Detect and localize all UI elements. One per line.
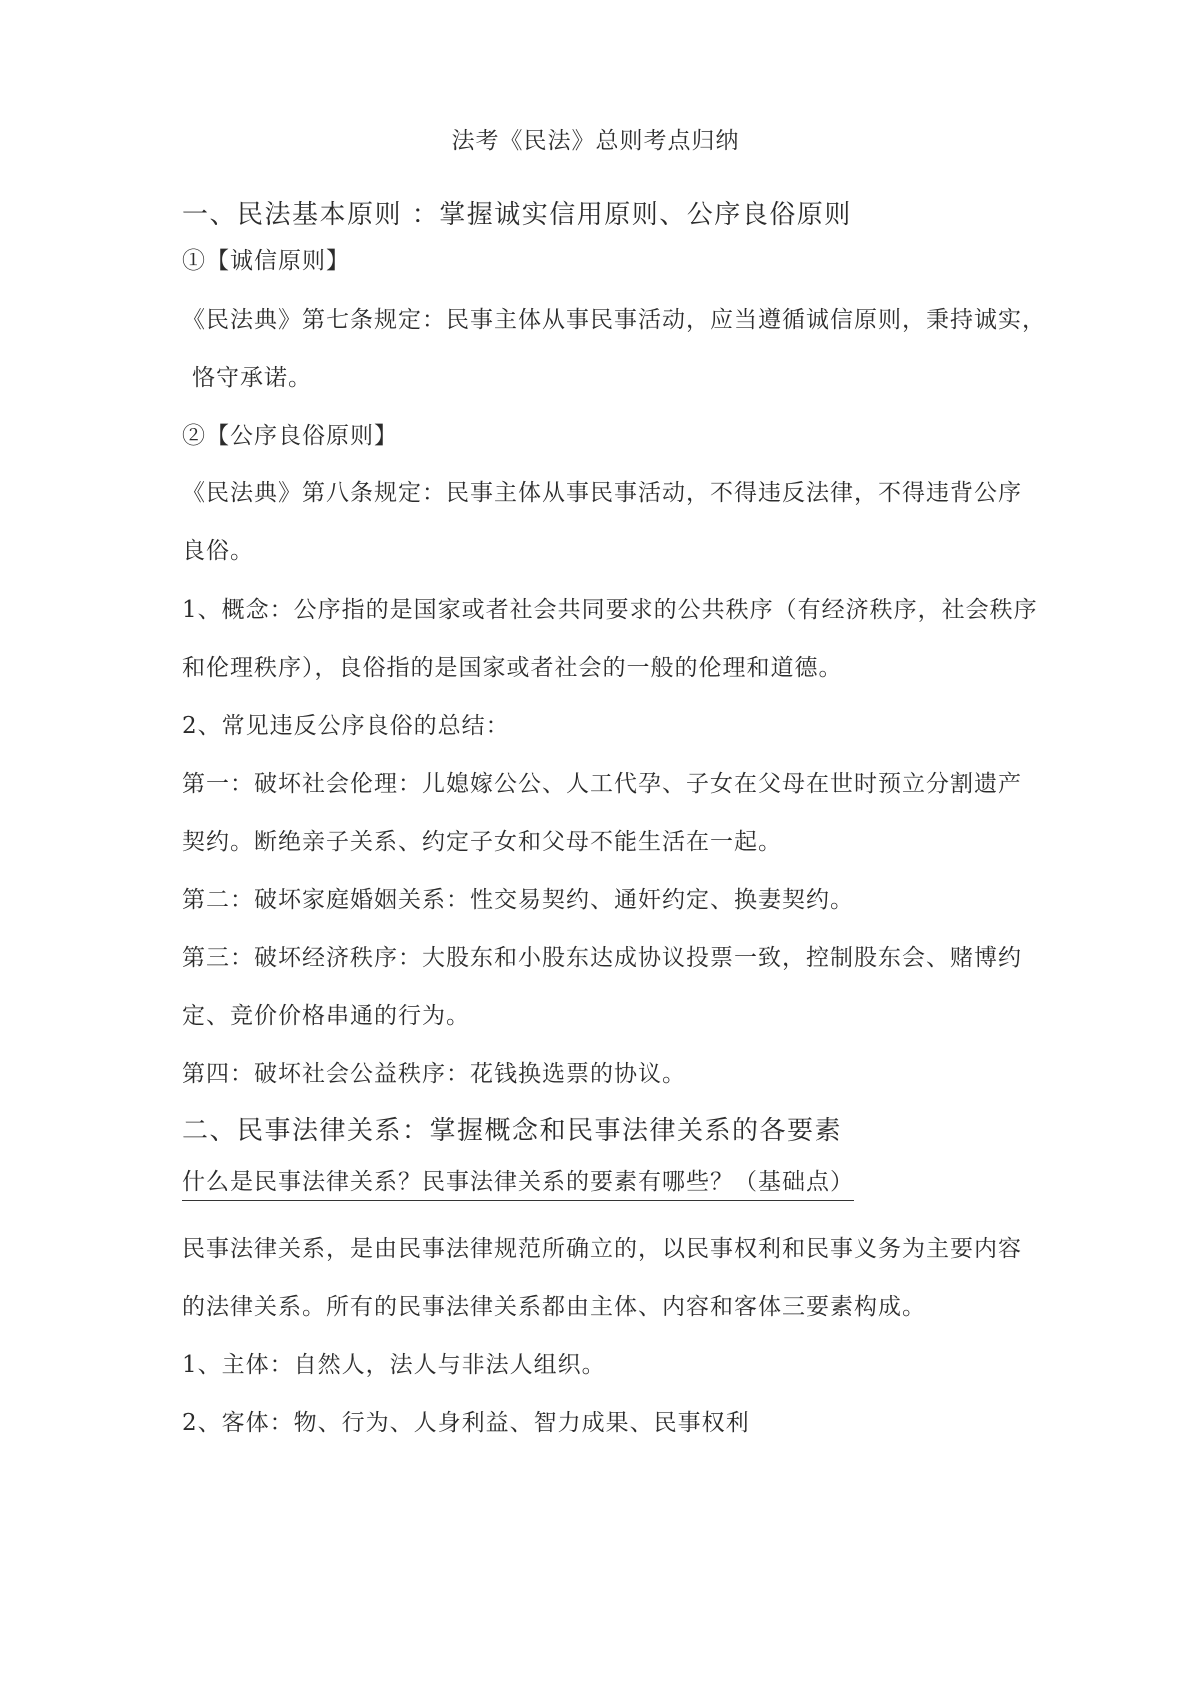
principle2-text-line1: 《民法典》第八条规定：民事主体从事民事活动，不得违反法律，不得违背公序: [182, 480, 1022, 506]
section2-heading: 二、民事法律关系：掌握概念和民事法律关系的各要素: [182, 1116, 843, 1146]
third-item-line2: 定、竞价价格串通的行为。: [182, 1003, 470, 1029]
definition-line2: 的法律关系。所有的民事法律关系都由主体、内容和客体三要素构成。: [182, 1294, 926, 1320]
principle2-label: ②【公序良俗原则】: [182, 423, 398, 449]
summary-heading: 2、常见违反公序良俗的总结：: [182, 713, 510, 739]
fourth-item: 第四：破坏社会公益秩序：花钱换选票的协议。: [182, 1061, 686, 1087]
concept-line2: 和伦理秩序），良俗指的是国家或者社会的一般的伦理和道德。: [182, 655, 843, 681]
principle1-text-line1: 《民法典》第七条规定：民事主体从事民事活动，应当遵循诚信原则，秉持诚实，: [182, 307, 1046, 333]
definition-line1: 民事法律关系，是由民事法律规范所确立的，以民事权利和民事义务为主要内容: [182, 1236, 1022, 1262]
section1-heading: 一、民法基本原则 ：掌握诚实信用原则、公序良俗原则: [182, 200, 852, 230]
subject-item: 1、主体：自然人，法人与非法人组织。: [182, 1352, 606, 1378]
principle2-text-line2: 良俗。: [182, 538, 254, 564]
third-item-line1: 第三：破坏经济秩序：大股东和小股东达成协议投票一致，控制股东会、赌博约: [182, 945, 1022, 971]
principle1-text-line2: 恪守承诺。: [192, 365, 312, 391]
first-item-line1: 第一：破坏社会伦理：儿媳嫁公公、人工代孕、子女在父母在世时预立分割遗产: [182, 771, 1022, 797]
second-item: 第二：破坏家庭婚姻关系：性交易契约、通奸约定、换妻契约。: [182, 887, 854, 913]
document-title: 法考《民法》总则考点归纳: [451, 128, 740, 154]
concept-line1: 1、概念：公序指的是国家或者社会共同要求的公共秩序（有经济秩序，社会秩序: [182, 597, 1038, 623]
first-item-line2: 契约。断绝亲子关系、约定子女和父母不能生活在一起。: [182, 829, 782, 855]
section2-question: 什么是民事法律关系？民事法律关系的要素有哪些？（基础点）: [182, 1167, 854, 1201]
principle1-label: ①【诚信原则】: [182, 248, 350, 274]
object-item: 2、客体：物、行为、人身利益、智力成果、民事权利: [182, 1410, 750, 1436]
